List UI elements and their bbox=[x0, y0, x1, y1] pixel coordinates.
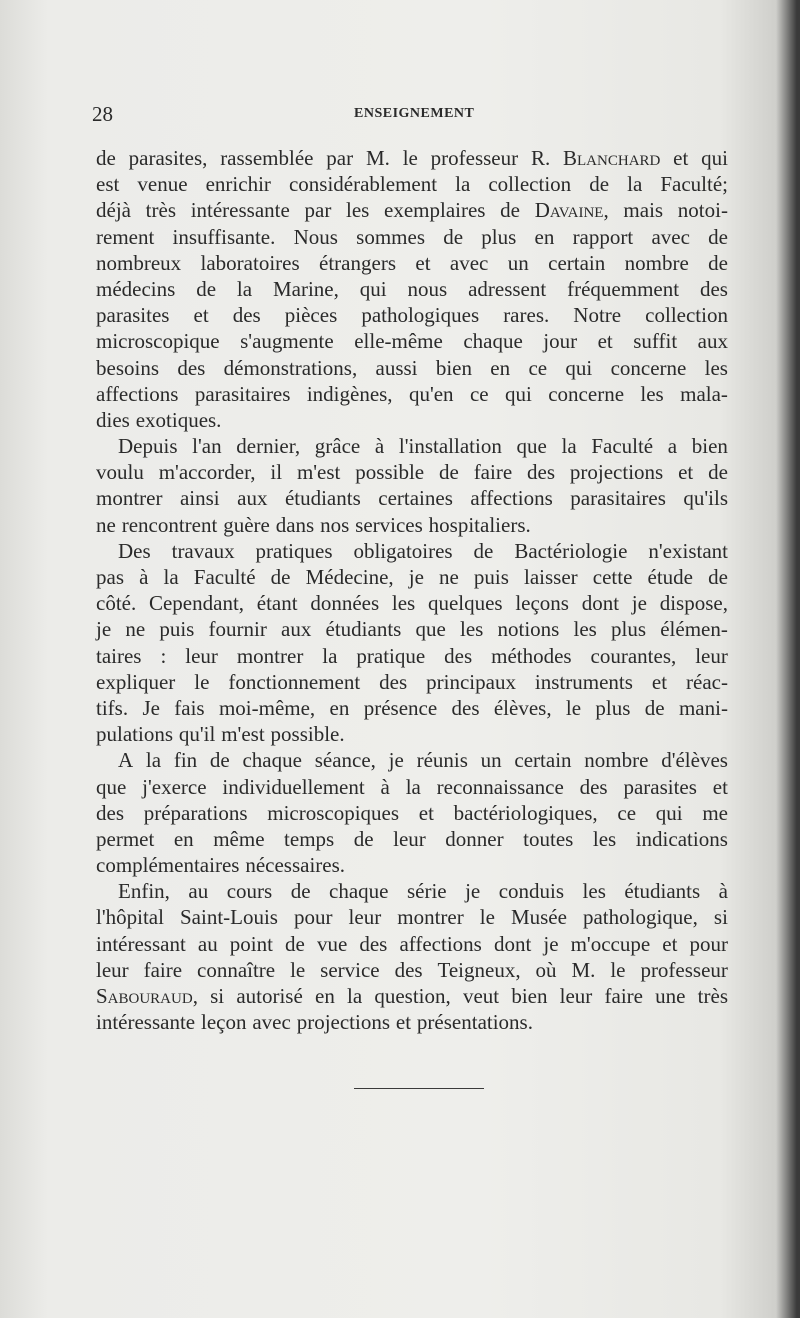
paragraph bbox=[96, 747, 728, 878]
text-line: ne rencontrent guère dans nos services hospitaliers. bbox=[96, 512, 531, 537]
text-line: pas à la Faculté de Médecine, je ne puis laisser cette étude de bbox=[96, 565, 728, 589]
text-line: parasites et des pièces pathologiques rares. Notre collection bbox=[96, 303, 728, 328]
text-line: des préparations microscopiques et bactériologiques, ce qui me bbox=[96, 800, 728, 825]
text-line: complémentaires nécessaires. bbox=[96, 853, 346, 878]
text-line: je ne puis fournir aux étudiants que les notions les plus élémen- bbox=[96, 617, 728, 642]
text-line: côté. Cependant, étant données les quelques leçons dont je dispose, bbox=[96, 591, 728, 616]
page-header bbox=[92, 100, 732, 130]
text-line: dies exotiques. bbox=[96, 407, 222, 432]
text-line: Sabouraud, si autorisé en la question, veut bien leur faire une très bbox=[96, 984, 728, 1008]
text-line: tifs. Je fais moi-même, en présence des élèves, le plus de mani- bbox=[96, 695, 728, 720]
text-line: déjà très intéressante par les exemplaires de Davaine, mais notoi- bbox=[96, 198, 728, 223]
text-line: est venue enrichir considérablement la collection de la Faculté; bbox=[96, 172, 728, 197]
text-line: que j'exerce individuellement à la reconnaissance des parasites et bbox=[96, 774, 728, 799]
text-line: médecins de la Marine, qui nous adressent fréquemment des bbox=[96, 276, 728, 301]
text-line: affections parasitaires indigènes, qu'en ce qui concerne les mala- bbox=[96, 381, 728, 406]
paragraph bbox=[96, 145, 728, 433]
text-line: l'hôpital Saint-Louis pour leur montrer le Musée pathologique, si bbox=[96, 905, 728, 930]
text-line: besoins des démonstrations, aussi bien en ce qui concerne les bbox=[96, 355, 728, 380]
text-line: permet en même temps de leur donner toutes les indications bbox=[96, 826, 728, 851]
paragraph bbox=[96, 538, 728, 748]
text-line: voulu m'accorder, il m'est possible de faire des projections et de bbox=[96, 460, 728, 485]
text-line: taires : leur montrer la pratique des méthodes courantes, leur bbox=[96, 643, 728, 668]
text-line: montrer ainsi aux étudiants certaines affections parasitaires qu'ils bbox=[96, 486, 728, 511]
text-line: nombreux laboratoires étrangers et avec un certain nombre de bbox=[96, 250, 728, 275]
page-number: 28 bbox=[92, 102, 113, 126]
section-rule bbox=[354, 1088, 484, 1089]
text-line: expliquer le fonctionnement des principaux instruments et réac- bbox=[96, 669, 728, 694]
text-line: Enfin, au cours de chaque série je conduis les étudiants à bbox=[118, 879, 728, 904]
body-text bbox=[96, 145, 728, 1035]
text-line: leur faire connaître le service des Teigneux, où M. le professeur bbox=[96, 957, 728, 982]
text-line: pulations qu'il m'est possible. bbox=[96, 722, 345, 747]
text-line: Depuis l'an dernier, grâce à l'installation que la Faculté a bien bbox=[118, 434, 728, 459]
paragraph bbox=[96, 878, 728, 1035]
text-line: microscopique s'augmente elle-même chaque jour et suffit aux bbox=[96, 329, 728, 354]
text-line: de parasites, rassemblée par M. le professeur R. Blanchard et qui bbox=[96, 146, 728, 170]
text-line: Des travaux pratiques obligatoires de Bactériologie n'existant bbox=[118, 538, 728, 563]
running-head: ENSEIGNEMENT bbox=[354, 106, 475, 121]
text-line: intéressante leçon avec projections et présentations. bbox=[96, 1010, 533, 1035]
paragraph bbox=[96, 433, 728, 538]
text-line: A la fin de chaque séance, je réunis un certain nombre d'élèves bbox=[118, 748, 728, 773]
text-line: intéressant au point de vue des affections dont je m'occupe et pour bbox=[96, 931, 728, 956]
text-line: rement insuffisante. Nous sommes de plus en rapport avec de bbox=[96, 224, 728, 249]
